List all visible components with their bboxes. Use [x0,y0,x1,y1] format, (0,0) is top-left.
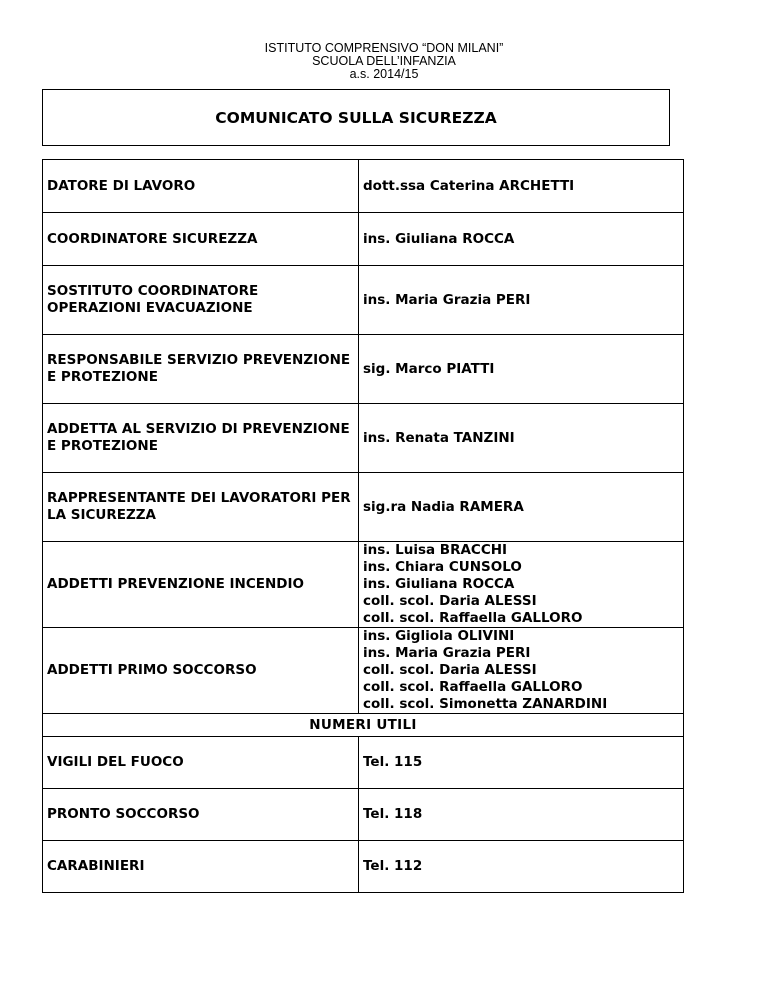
role-value: sig.ra Nadia RAMERA [359,473,684,542]
role-value: sig. Marco PIATTI [359,335,684,404]
role-label: DATORE DI LAVORO [43,160,359,213]
safety-table [42,159,684,893]
school-division: SCUOLA DELL’INFANZIA [312,54,456,68]
team-member: coll. scol. Daria ALESSI [363,593,537,609]
role-label: RESPONSABILE SERVIZIO PREVENZIONE E PROTEZIONE [43,335,359,404]
school-name: ISTITUTO COMPRENSIVO “DON MILANI” [264,41,504,55]
table-row [43,404,684,473]
table-row [43,335,684,404]
team-member: ins. Gigliola OLIVINI [363,628,515,644]
team-label: ADDETTI PREVENZIONE INCENDIO [43,542,359,628]
team-label: ADDETTI PRIMO SOCCORSO [43,628,359,714]
team-member: coll. scol. Raffaella GALLORO [363,610,583,626]
team-member: coll. scol. Raffaella GALLORO [363,679,583,695]
service-phone: Tel. 112 [359,841,684,893]
role-label: ADDETTA AL SERVIZIO DI PREVENZIONE E PROTEZIONE [43,404,359,473]
table-row [43,160,684,213]
table-row [43,841,684,893]
table-row [43,628,684,714]
service-label: PRONTO SOCCORSO [43,789,359,841]
table-row [43,266,684,335]
section-title: NUMERI UTILI [43,714,684,737]
role-value: ins. Renata TANZINI [359,404,684,473]
role-label: SOSTITUTO COORDINATORE OPERAZIONI EVACUAZIONE [43,266,359,335]
service-phone: Tel. 118 [359,789,684,841]
table-row [43,542,684,628]
role-value: ins. Maria Grazia PERI [359,266,684,335]
table-row [43,737,684,789]
table-row [43,714,684,737]
table-row [43,789,684,841]
table-row [43,473,684,542]
service-label: VIGILI DEL FUOCO [43,737,359,789]
page-title: COMUNICATO SULLA SICUREZZA [42,89,670,146]
document-header [0,42,768,81]
service-phone: Tel. 115 [359,737,684,789]
table-row [43,213,684,266]
team-member: ins. Giuliana ROCCA [363,576,515,592]
team-members [359,628,684,714]
school-year: a.s. 2014/15 [349,67,419,81]
team-member: ins. Maria Grazia PERI [363,645,531,661]
role-label: RAPPRESENTANTE DEI LAVORATORI PER LA SICUREZZA [43,473,359,542]
role-value: dott.ssa Caterina ARCHETTI [359,160,684,213]
team-member: ins. Luisa BRACCHI [363,542,508,558]
team-member: ins. Chiara CUNSOLO [363,559,522,575]
service-label: CARABINIERI [43,841,359,893]
role-value: ins. Giuliana ROCCA [359,213,684,266]
role-label: COORDINATORE SICUREZZA [43,213,359,266]
team-members [359,542,684,628]
team-member: coll. scol. Simonetta ZANARDINI [363,696,608,712]
team-member: coll. scol. Daria ALESSI [363,662,537,678]
